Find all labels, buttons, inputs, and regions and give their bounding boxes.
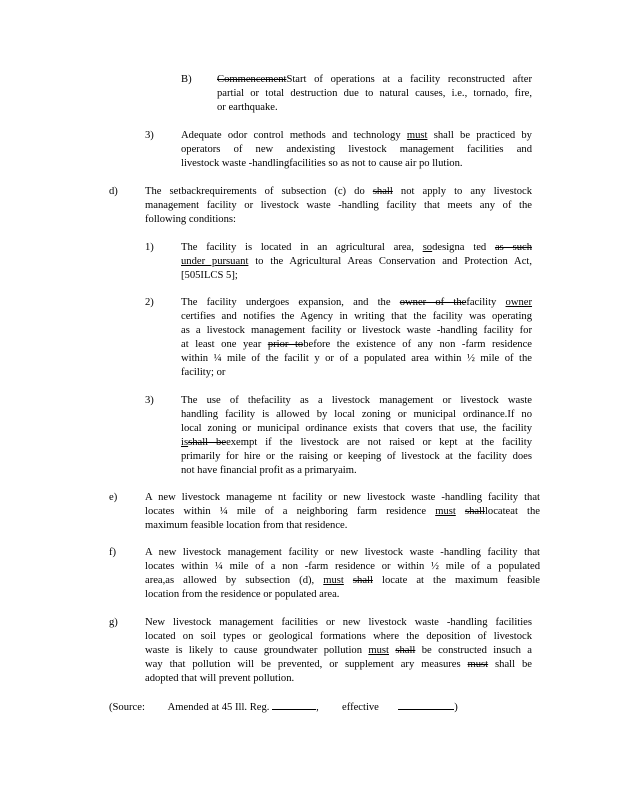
paragraph-d3: The use of thefacility as a livestock management or livestock waste handling facility is allowed by local zoning or municipal ordinance.If no local zoning or municipal ordinance exists that covers that use, the facility isshall beexempt if the livestock are not raised or kept at the facility primarily for hire or the raising or keeping of livestock at the facility does not have financial profit as a primaryaim. — [181, 395, 532, 476]
source-amended: Amended at 45 Ill. Reg. — [167, 702, 270, 713]
item-label: 2) — [145, 297, 154, 308]
struck-text: Commencement — [217, 74, 287, 85]
source-open: (Source: — [109, 702, 145, 713]
paragraph-e: A new livestock manageme nt facility or new livestock waste -handling facility that locates within ¼ mile of a neighboring farm residence must shalllocateat the maximum feasible location from that residence. — [145, 492, 540, 531]
inserted-text: so — [422, 242, 433, 253]
inserted-text: under pursuant — [181, 256, 249, 267]
item-label: 3) — [145, 395, 154, 406]
paragraph-d1: The facility is located in an agricultural area, sodesigna ted as such under pursuant to the Agricultural Areas Conservation and Protection Act, [505ILCS 5]; — [181, 242, 532, 281]
paragraph-f: A new livestock management facility or new livestock waste -handling facility that locates within ¼ mile of a non -farm residence or within ½ mile of a populated area,as allowed by subsection (d), must shall locate at the maximum feasible location from the residence or populated area. — [145, 547, 540, 600]
struck-text: shall — [372, 186, 393, 197]
inserted-text: is — [181, 437, 189, 448]
struck-text: shall — [352, 575, 373, 586]
item-label: e) — [109, 492, 118, 503]
struck-text: shall — [464, 506, 485, 517]
item-label: 3) — [145, 130, 154, 141]
register-blank — [272, 699, 316, 710]
paragraph-b: CommencementStart of operations at a facility reconstructed after partial or total destruction due to natural causes, i.e., tornado, fire, or earthquake. — [217, 74, 532, 113]
item-label: g) — [109, 617, 118, 628]
struck-text: prior to — [267, 339, 304, 350]
effective-date-blank — [398, 699, 454, 710]
item-label: 1) — [145, 242, 154, 253]
inserted-text: must — [368, 645, 389, 656]
source-effective: effective — [342, 702, 379, 713]
item-label: B) — [181, 74, 192, 85]
paragraph-g: New livestock management facilities or new livestock waste -handling facilities located on soil types or geological formations where the deposition of livestock waste is likely to cause groundwater pollution must shall be constructed insuch a way that pollution will be prevented, or supplement ary measures must shall be adopted that will prevent pollution. — [145, 617, 532, 684]
paragraph-odor-control: Adequate odor control methods and technology must shall be practiced by operators of new andexisting livestock management facilities and livestock waste -handlingfacilities so as not to cause air po llution. — [181, 130, 532, 169]
item-label: f) — [109, 547, 117, 558]
struck-text: shall be — [188, 437, 227, 448]
source-close: ) — [454, 702, 458, 713]
inserted-text: must — [323, 575, 344, 586]
inserted-text: owner — [505, 297, 533, 308]
struck-text: as such — [494, 242, 532, 253]
struck-text: owner of the — [399, 297, 467, 308]
inserted-text: must — [406, 130, 428, 141]
inserted-text: must — [435, 506, 456, 517]
source-note: (Source: Amended at 45 Ill. Reg. , effective ) — [109, 699, 458, 715]
item-label: d) — [109, 186, 118, 197]
struck-text: shall — [395, 645, 416, 656]
paragraph-d: The setbackrequirements of subsection (c) do shall not apply to any livestock management facility or livestock waste -handling facility that meets any of the following conditions: — [145, 186, 532, 225]
struck-text: must — [467, 659, 489, 670]
paragraph-d2: The facility undergoes expansion, and the owner of thefacility owner certifies and notifies the Agency in writing that the facility was operating as a livestock management facility or livestock waste -handling facility for at least one year prior tobefore the existence of any non -farm residence within ¼ mile of the facilit y or of a populated area within ½ mile of the facility; or — [181, 297, 533, 378]
